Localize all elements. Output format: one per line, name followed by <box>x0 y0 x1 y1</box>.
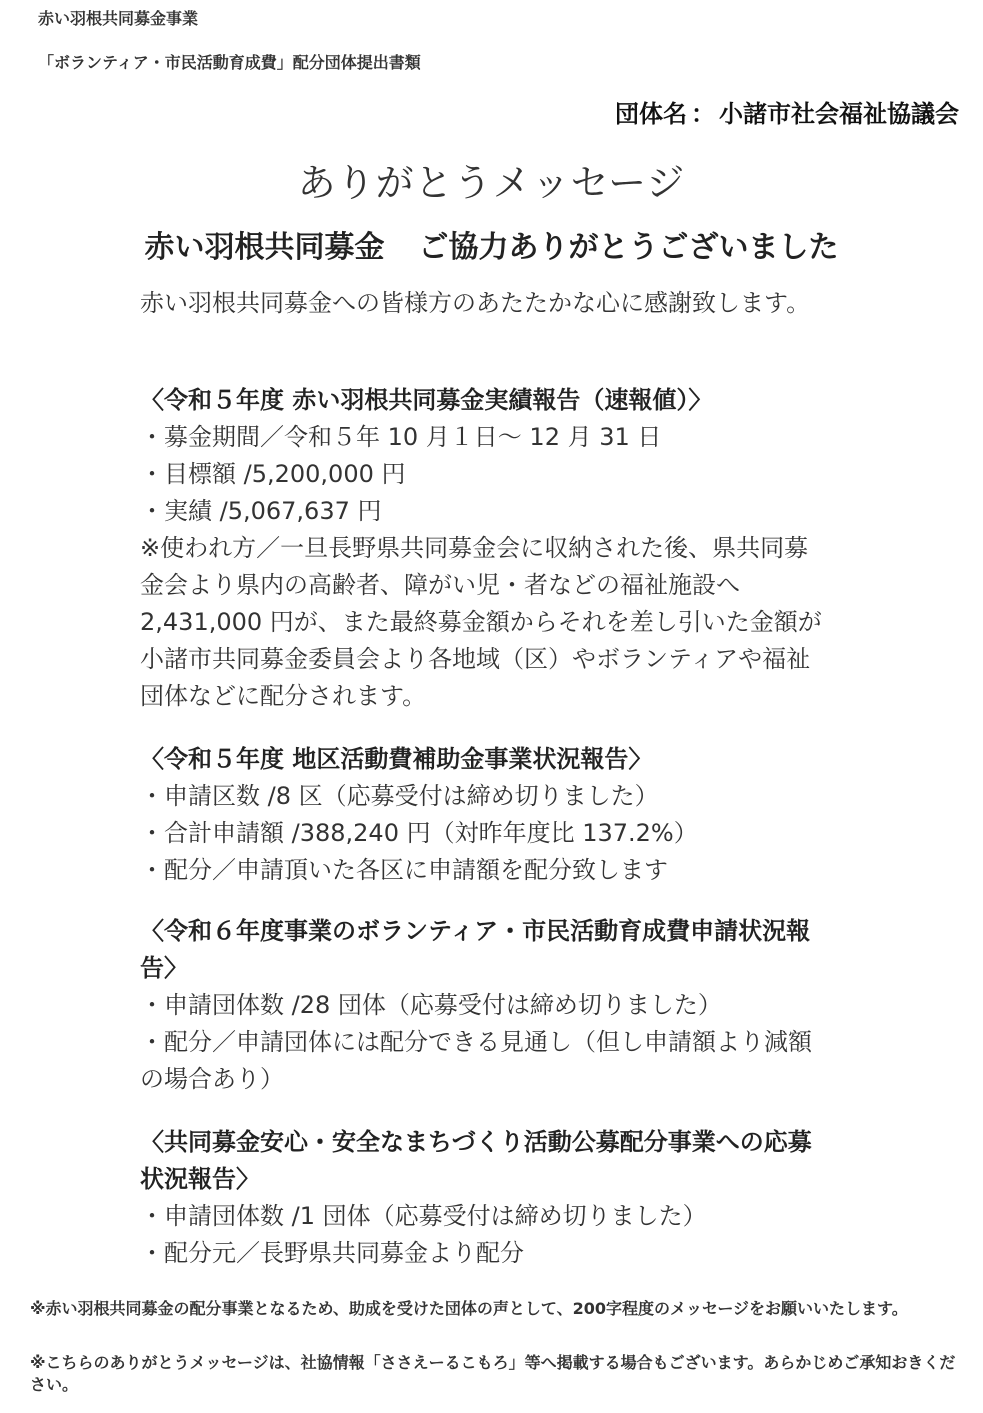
usage-note: ※使われ方／一旦長野県共同募金会に収納された後、県共同募金会より県内の高齢者、障がい児・者などの福祉施設へ 2,431,000 円が、また最終募金額からそれを差し引いた金額が小諸市共同募金委員会より各地域（区）やボランティアや福祉団体などに配分されます。 <box>140 534 822 710</box>
section-heading: 〈令和５年度 赤い羽根共同募金実績報告（速報値）〉 <box>140 386 713 414</box>
list-item: ・募金期間／令和５年 10 月１日～ 12 月 31 日 <box>140 423 662 451</box>
list-item: ・配分／申請団体には配分できる見通し（但し申請額より減額の場合あり） <box>140 1028 812 1093</box>
program-name: 赤い羽根共同募金事業 <box>38 9 199 28</box>
organization-line <box>615 94 959 129</box>
section-volunteer-grant <box>140 913 830 1098</box>
document-type: 「ボランティア・市民活動育成費」配分団体提出書類 <box>38 53 421 72</box>
org-label: 団体名 <box>615 100 687 128</box>
section-heading: 〈令和６年度事業のボランティア・市民活動育成費申請状況報告〉 <box>140 917 811 982</box>
list-item: ・配分元／長野県共同募金より配分 <box>140 1239 524 1267</box>
page-title: ありがとうメッセージ <box>297 161 686 205</box>
list-item: ・目標額 /5,200,000 円 <box>140 460 406 488</box>
org-separator: ： <box>691 100 715 128</box>
footnote: ※こちらのありがとうメッセージは、社協情報「ささえーるこもろ」等へ掲載する場合もございます。あらかじめご承知おきください。 <box>30 1353 956 1394</box>
list-item: ・配分／申請頂いた各区に申請額を配分致します <box>140 856 668 884</box>
list-item: ・実績 /5,067,637 円 <box>140 497 382 525</box>
footnote: ※赤い羽根共同募金の配分事業となるため、助成を受けた団体の声として、200字程度のメッセージをお願いいたします。 <box>30 1299 908 1318</box>
list-item: ・申請団体数 /1 団体（応募受付は締め切りました） <box>140 1202 707 1230</box>
list-item: ・申請区数 /8 区（応募受付は締め切りました） <box>140 782 659 810</box>
section-district-subsidy <box>140 741 830 889</box>
section-heading: 〈共同募金安心・安全なまちづくり活動公募配分事業への応募状況報告〉 <box>140 1128 812 1193</box>
subtitle-left: 赤い羽根共同募金 <box>144 230 385 265</box>
list-item: ・合計申請額 /388,240 円（対昨年度比 137.2%） <box>140 819 698 847</box>
list-item: ・申請団体数 /28 団体（応募受付は締め切りました） <box>140 991 722 1019</box>
page-subtitle <box>0 222 983 266</box>
section-heading: 〈令和５年度 地区活動費補助金事業状況報告〉 <box>140 745 653 773</box>
org-name: 小諸市社会福祉協議会 <box>719 100 959 128</box>
section-fundraising-results <box>140 382 830 715</box>
section-safety-grant <box>140 1124 830 1272</box>
intro-paragraph: 赤い羽根共同募金への皆様方のあたたかな心に感謝致します。 <box>140 289 811 317</box>
subtitle-right: ご協力ありがとうございました <box>418 230 839 265</box>
